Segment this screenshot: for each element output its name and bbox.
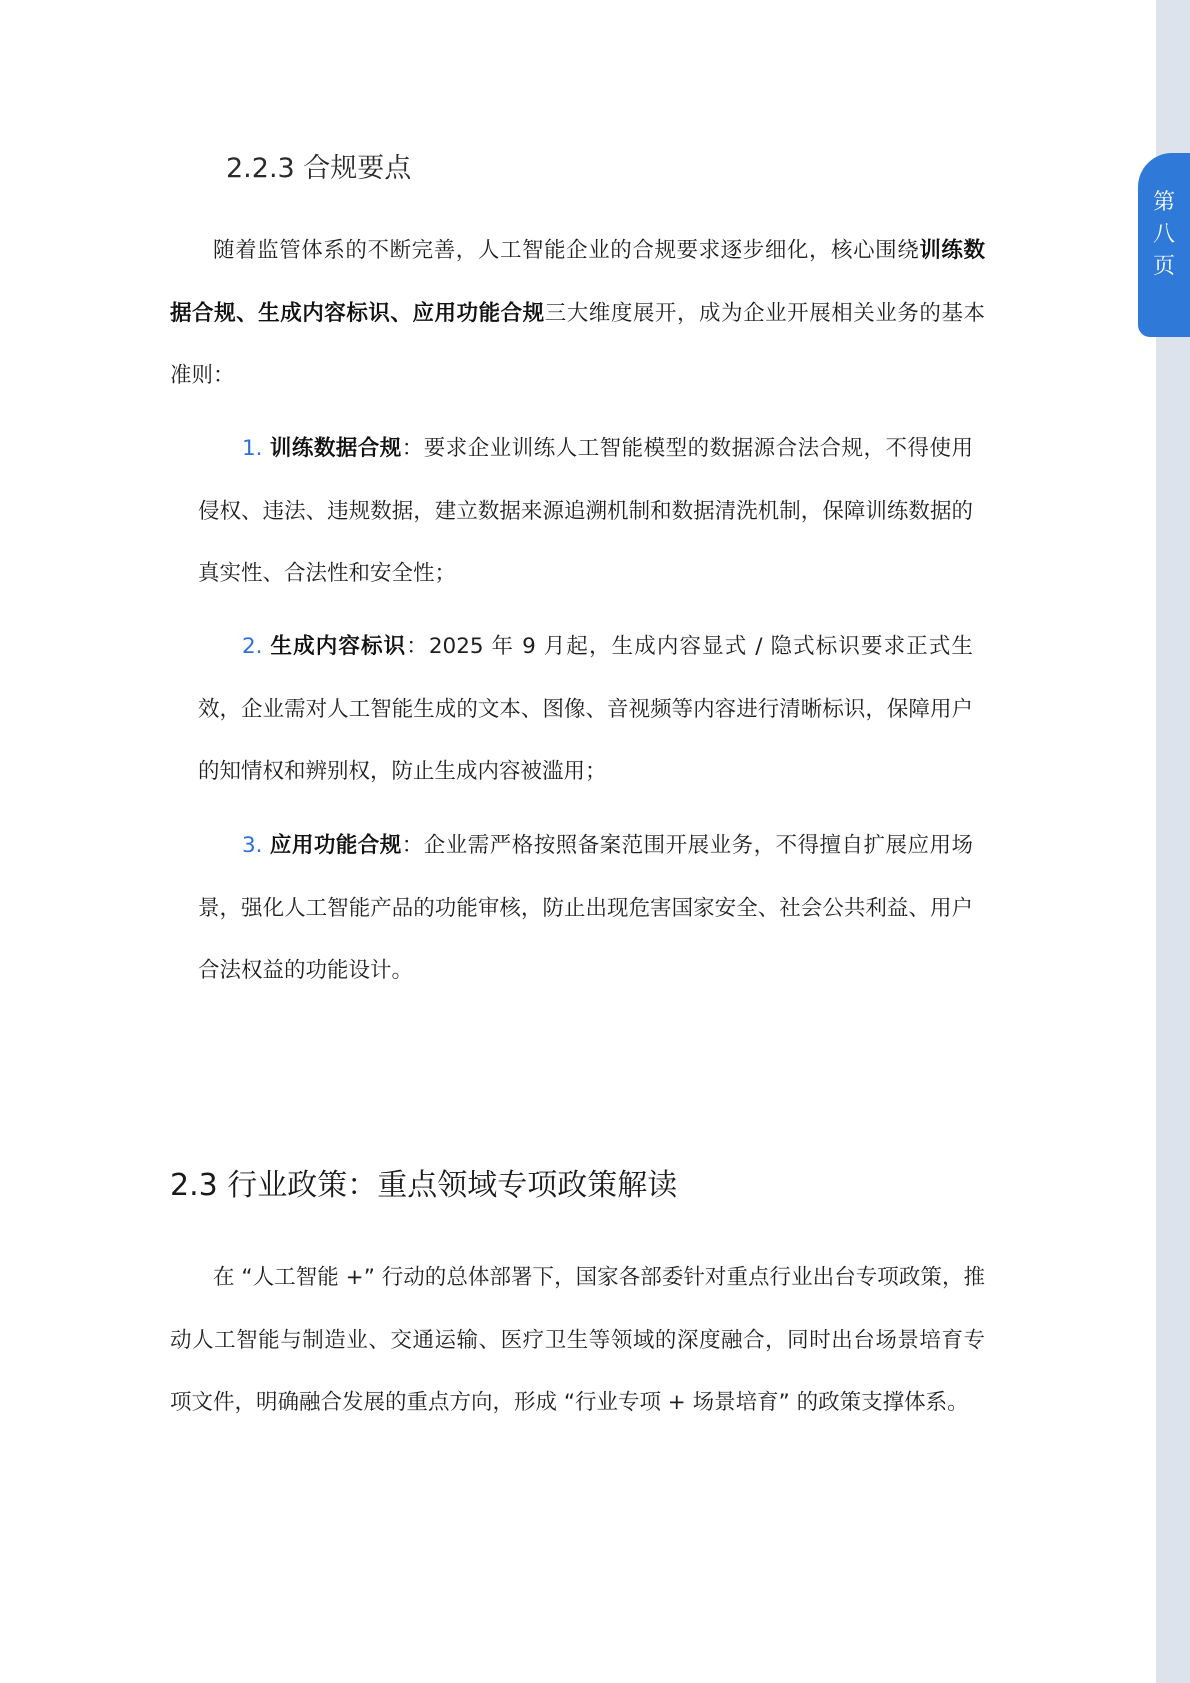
page-number-tab[interactable] [1138,153,1190,337]
list-item-title: 训练数据合规 [269,436,402,461]
list-number: 3. [242,833,263,858]
list-item-training-data [198,418,973,606]
page-tab-char: 第 [1152,190,1175,215]
list-item-title: 生成内容标识 [270,634,407,659]
list-number: 2. [242,634,263,659]
list-item-content-labeling [198,616,973,804]
list-number: 1. [242,436,263,461]
intro-text-lead: 随着监管体系的不断完善，人工智能企业的合规要求逐步细化，核心围绕 [213,238,920,263]
list-item-application-function [198,815,973,1003]
list-item-separator: ： [401,833,424,858]
list-item-separator: ： [406,634,429,659]
page-tab-char: 八 [1152,222,1175,247]
intro-text-tail: 三大维度展开，成为企业开展相关业务的基本准则： [170,300,985,388]
list-item-text: 2025 年 9 月起，生成内容显式 / 隐式标识要求正式生效，企业需对人工智能生成的文本、图像、音视频等内容进行清晰标识，保障用户的知情权和辨别权，防止生成内容被滥用； [198,634,973,784]
policy-paragraph: 在 “人工智能 +” 行动的总体部署下，国家各部委针对重点行业出台专项政策，推动人工智能与制造业、交通运输、医疗卫生等领域的深度融合，同时出台场景培育专项文件，明确融合发展的重点方向，形成 “行业专项 + 场景培育” 的政策支撑体系。 [170,1265,985,1415]
list-item-text: 要求企业训练人工智能模型的数据源合法合规，不得使用侵权、违法、违规数据，建立数据来源追溯机制和数据清洗机制，保障训练数据的真实性、合法性和安全性； [198,436,973,586]
section-heading-2-3: 2.3 行业政策：重点领域专项政策解读 [170,1168,678,1203]
section-heading-2-2-3: 2.2.3 合规要点 [226,153,412,184]
page-tab-char: 页 [1152,254,1175,279]
intro-bold-dimensions: 训练数据合规、生成内容标识、应用功能合规 [170,238,985,326]
intro-paragraph [170,220,985,408]
list-item-title: 应用功能合规 [269,833,402,858]
list-item-text: 企业需严格按照备案范围开展业务，不得擅自扩展应用场景，强化人工智能产品的功能审核，防止出现危害国家安全、社会公共利益、用户合法权益的功能设计。 [198,833,973,983]
list-item-separator: ： [401,436,424,461]
